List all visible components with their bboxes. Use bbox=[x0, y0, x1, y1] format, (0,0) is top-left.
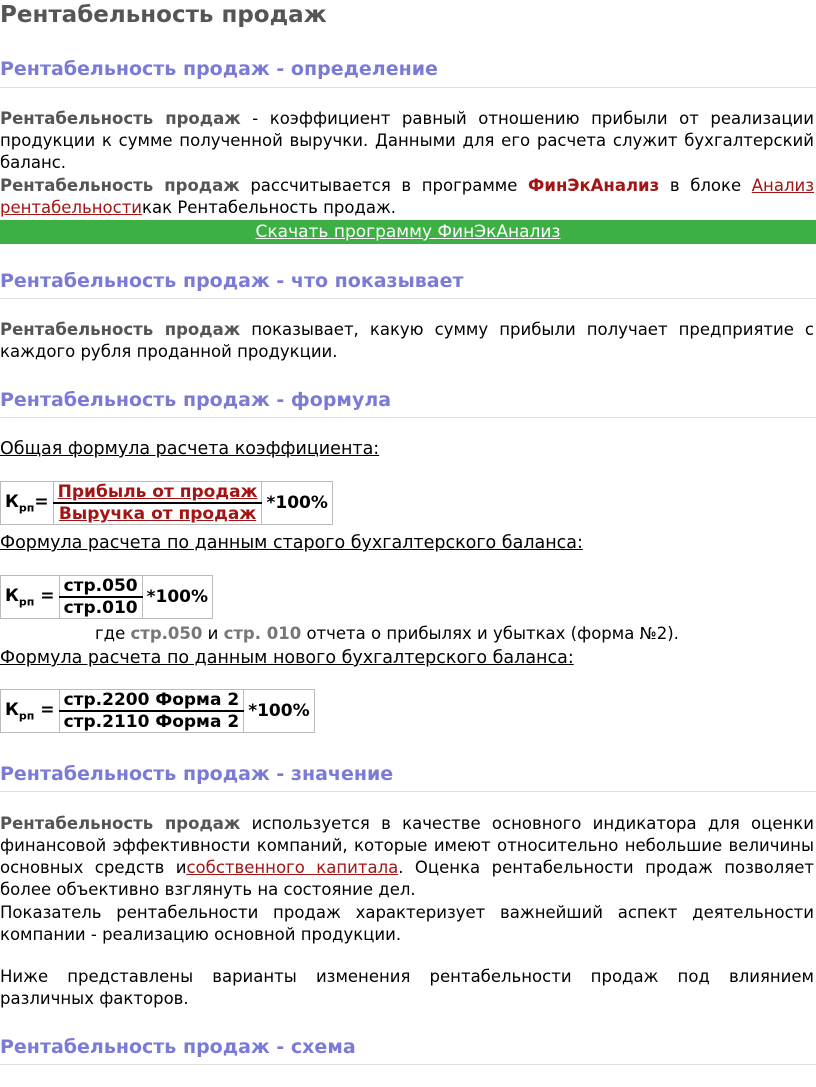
text: . Оценка рентабельности продаж позволяет более объективно взглянуть на состояние дел. bbox=[0, 858, 814, 899]
section-divider bbox=[0, 87, 816, 88]
shows-text: показывает, какую сумму прибыли получает предприятие с каждого рубля проданной продукции. bbox=[0, 320, 814, 361]
term: Рентабельность продаж bbox=[0, 814, 241, 833]
formula-numerator: Прибыль от продаж bbox=[53, 482, 262, 504]
formula-numerator: стр.050 bbox=[59, 576, 142, 598]
formula-general bbox=[0, 481, 333, 525]
formula-multiplier: *100% bbox=[262, 482, 332, 525]
value-paragraph-1 bbox=[0, 813, 814, 901]
calculation-paragraph bbox=[0, 175, 814, 219]
section-divider bbox=[0, 417, 816, 418]
formula-k: $К_{рп}=$ bbox=[1, 482, 54, 525]
section-heading-value: Рентабельность продаж - значение bbox=[0, 763, 394, 785]
formula-multiplier: *100% bbox=[244, 690, 314, 733]
formula-new-balance bbox=[0, 689, 315, 733]
formula-denominator: стр.2110 Форма 2 bbox=[59, 711, 244, 733]
new-balance-formula-label: Формула расчета по данным нового бухгалтерского баланса: bbox=[0, 648, 574, 668]
value-paragraph-2: Показатель рентабельности продаж характеризует важнейший аспект деятельности компании - реализацию основной продукции. bbox=[0, 903, 814, 944]
general-formula-label: Общая формула расчета коэффициента: bbox=[0, 439, 380, 459]
text: и bbox=[202, 624, 224, 643]
text: рассчитывается в программе bbox=[239, 176, 529, 195]
text: в блоке bbox=[659, 176, 752, 195]
definition-text: - коэффициент равный отношению прибыли от реализации продукции к сумме полученной выручки. Данными для его расчета служит бухгалтерский баланс. bbox=[0, 109, 814, 172]
download-program-link[interactable]: Скачать программу ФинЭкАнализ bbox=[255, 222, 561, 242]
value-paragraph-3: Ниже представлены варианты изменения рентабельности продаж под влиянием различных факторов. bbox=[0, 967, 814, 1008]
section-divider bbox=[0, 298, 816, 299]
definition-paragraph bbox=[0, 108, 814, 174]
section-heading-shows: Рентабельность продаж - что показывает bbox=[0, 270, 464, 292]
line-ref: стр. 010 bbox=[223, 624, 302, 643]
term: Рентабельность продаж bbox=[0, 109, 241, 128]
term: Рентабельность продаж bbox=[0, 320, 241, 339]
text: используется в качестве основного индикатора для оценки финансовой эффективности компаний, которые имеют относительно небольшие величины основных средств и bbox=[0, 814, 814, 877]
shows-paragraph bbox=[0, 319, 814, 363]
formula-numerator: стр.2200 Форма 2 bbox=[59, 690, 244, 712]
formula-multiplier: *100% bbox=[142, 576, 212, 619]
formula-denominator: стр.010 bbox=[59, 597, 142, 619]
line-ref: стр.050 bbox=[130, 624, 203, 643]
text: где bbox=[95, 624, 131, 643]
term: Рентабельность продаж bbox=[0, 176, 240, 195]
formula-denominator: Выручка от продаж bbox=[53, 503, 262, 525]
section-heading-definition: Рентабельность продаж - определение bbox=[0, 58, 438, 80]
old-balance-formula-label: Формула расчета по данным старого бухгалтерского баланса: bbox=[0, 533, 583, 553]
page-title: Рентабельность продаж bbox=[0, 2, 327, 28]
link-profitability-analysis[interactable]: Анализ рентабельности bbox=[0, 176, 814, 217]
formula-k: $К_{рп}$ = bbox=[1, 690, 60, 733]
download-banner bbox=[0, 220, 816, 244]
section-divider bbox=[0, 1064, 816, 1065]
text: отчета о прибылях и убытках (форма №2). bbox=[301, 624, 679, 643]
link-equity-capital[interactable]: собственного капитала bbox=[186, 858, 399, 877]
text: как Рентабельность продаж. bbox=[142, 198, 397, 217]
section-divider bbox=[0, 791, 816, 792]
formula-note bbox=[95, 624, 679, 643]
section-heading-formula: Рентабельность продаж - формула bbox=[0, 389, 392, 411]
section-heading-scheme: Рентабельность продаж - схема bbox=[0, 1036, 356, 1058]
formula-k: $К_{рп}$ = bbox=[1, 576, 60, 619]
formula-old-balance bbox=[0, 575, 213, 619]
program-name: ФинЭкАнализ bbox=[528, 176, 660, 195]
